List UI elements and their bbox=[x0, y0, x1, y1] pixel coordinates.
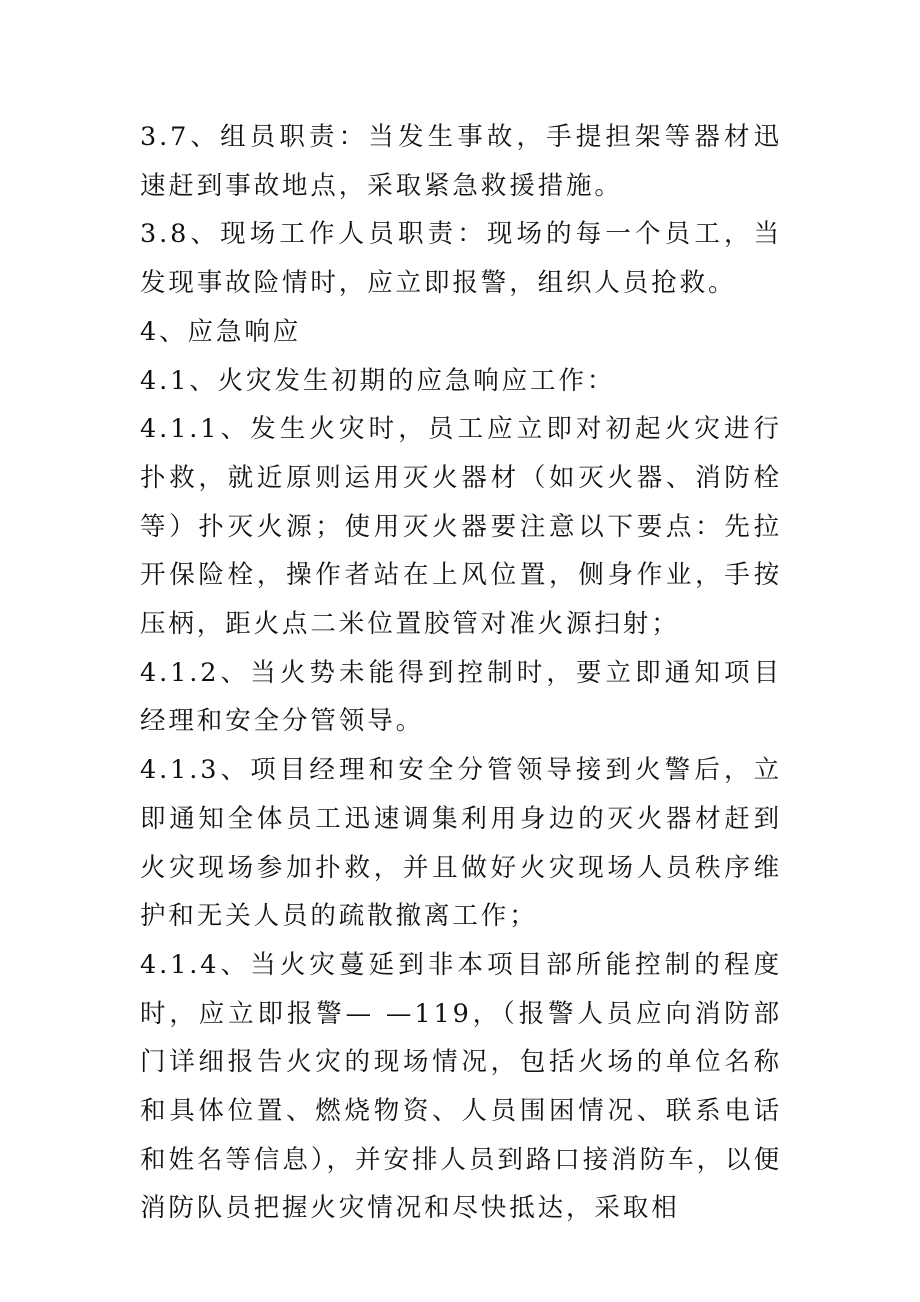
section-heading-4: 4、应急响应 bbox=[140, 316, 302, 347]
paragraph-4-1-2: 4.1.2、当火势未能得到控制时，要立即通知项目经理和安全分管领导。 bbox=[140, 657, 782, 737]
paragraph-3-7: 3.7、组员职责：当发生事故，手提担架等器材迅速赶到事故地点，采取紧急救援措施。 bbox=[140, 122, 782, 201]
paragraph-3-8: 3.8、现场工作人员职责：现场的每一个员工，当发现事故险情时，应立即报警，组织人员抢救。 bbox=[140, 219, 782, 299]
paragraph-4-1-3: 4.1.3、项目经理和安全分管领导接到火警后，立即通知全体员工迅速调集利用身边的灭火器材赶到火灾现场参加扑救，并且做好火灾现场人员秩序维护和无关人员的疏散撤离工作； bbox=[140, 755, 782, 932]
paragraph-4-1-4: 4.1.4、当火灾蔓延到非本项目部所能控制的程度时，应立即报警— —119，（报警人员应向消防部门详细报告火灾的现场情况，包括火场的单位名称和具体位置、燃烧物资、人员围困情况、联系电话和姓名等信息），并安排人员到路口接消防车，以便消防队员把握火灾情况和尽快抵达，采取相 bbox=[140, 949, 782, 1224]
subsection-heading-4-1: 4.1、火灾发生初期的应急响应工作： bbox=[140, 365, 616, 396]
document-body bbox=[140, 113, 782, 1233]
paragraph-4-1-1: 4.1.1、发生火灾时，员工应立即对初起火灾进行扑救，就近原则运用灭火器材（如灭火器、消防栓等）扑灭火源；使用灭火器要注意以下要点：先拉开保险栓，操作者站在上风位置，侧身作业，手按压柄，距火点二米位置胶管对准火源扫射； bbox=[140, 414, 782, 640]
